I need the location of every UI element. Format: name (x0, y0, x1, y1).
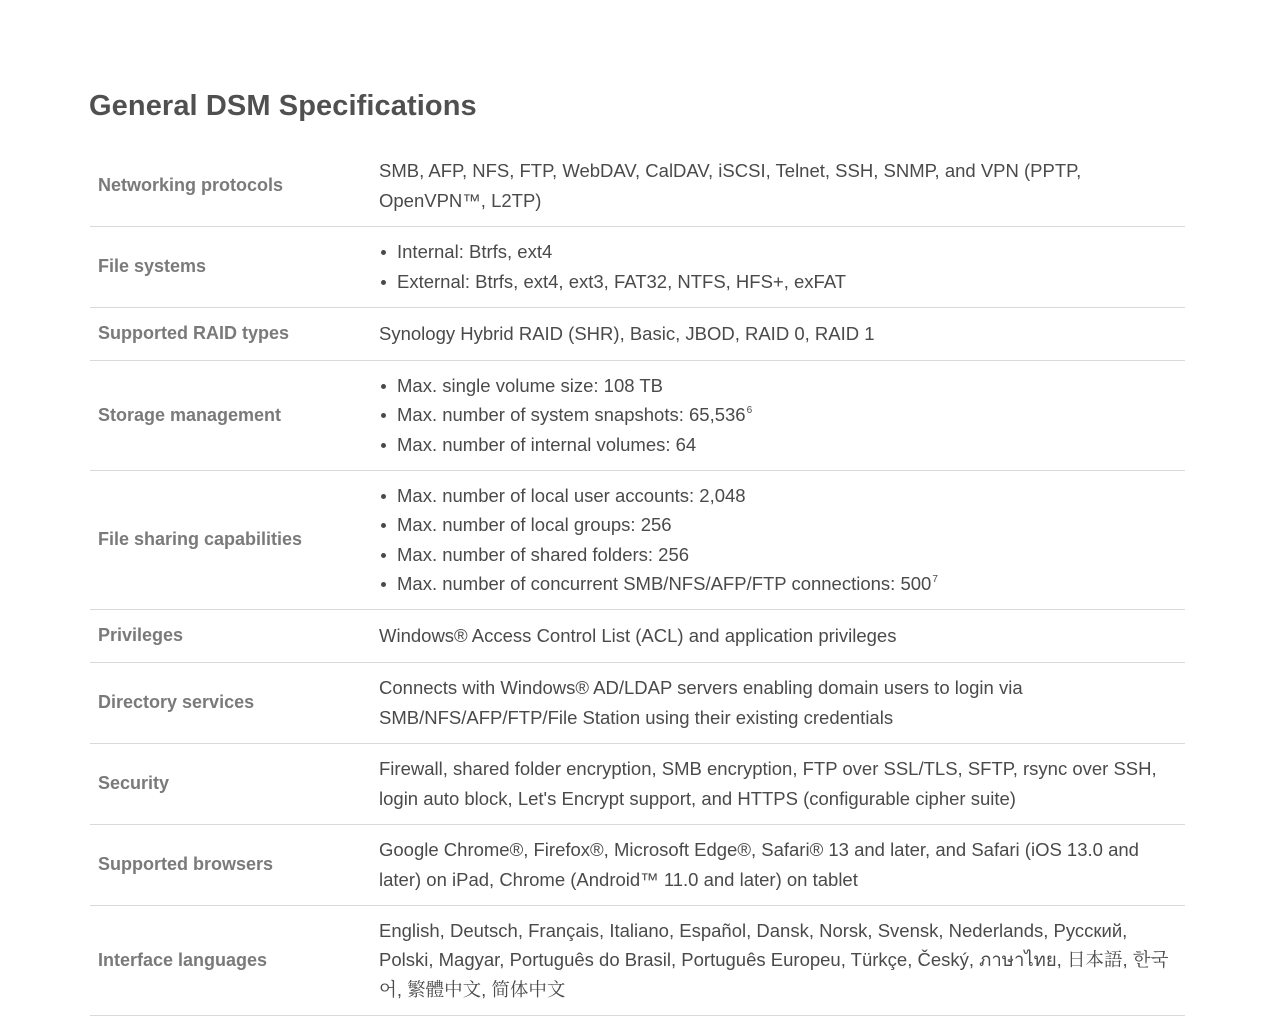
spec-row-directory-services (90, 662, 1185, 743)
list-item-text: Max. number of system snapshots: 65,536 (397, 404, 746, 426)
spec-value (379, 905, 1185, 1015)
list-item (379, 400, 1185, 429)
spec-value-text: Connects with Windows® AD/LDAP servers enabling domain users to login via SMB/NFS/AFP/FTP/File Station using their existing credentials (379, 677, 1023, 728)
spec-table (90, 146, 1185, 1016)
list-item (379, 267, 1185, 296)
spec-label: Directory services (98, 692, 255, 712)
spec-row-security (90, 743, 1185, 824)
spec-row-storage-management (90, 360, 1185, 470)
footnote-marker: 7 (932, 573, 938, 585)
bullet-list (379, 237, 1185, 296)
spec-label: Storage management (98, 404, 282, 425)
list-item (379, 430, 1185, 459)
spec-value-text: SMB, AFP, NFS, FTP, WebDAV, CalDAV, iSCSI, Telnet, SSH, SNMP, and VPN (PPTP, OpenVPN™, L2TP) (379, 160, 1082, 211)
spec-value (379, 307, 1185, 360)
bullet-list (379, 481, 1185, 598)
spec-value-text: English, Deutsch, Français, Italiano, Español, Dansk, Norsk, Svensk, Nederlands, Русский, Polski, Magyar, Português do Brasil, Português Europeu, Türkçe, Český, ภาษาไทย, 日本語, 한국어, 繁體中文, 简体中文 (379, 920, 1169, 1000)
spec-value (379, 609, 1185, 662)
list-item (379, 569, 1185, 598)
spec-label: Supported RAID types (98, 323, 290, 343)
list-item-text: External: Btrfs, ext4, ext3, FAT32, NTFS, HFS+, exFAT (397, 270, 847, 292)
bullet-list (379, 371, 1185, 459)
spec-row-file-sharing (90, 470, 1185, 609)
spec-value-text: Synology Hybrid RAID (SHR), Basic, JBOD, RAID 0, RAID 1 (379, 322, 875, 344)
list-item (379, 510, 1185, 539)
page-title: General DSM Specifications (89, 90, 477, 122)
list-item (379, 481, 1185, 510)
spec-row-raid-types (90, 307, 1185, 360)
spec-label: File sharing capabilities (98, 529, 303, 549)
list-item-text: Max. number of internal volumes: 64 (397, 433, 697, 455)
list-item (379, 540, 1185, 569)
spec-label: File systems (98, 256, 207, 276)
list-item-text: Max. number of shared folders: 256 (397, 543, 690, 565)
spec-value-text: Windows® Access Control List (ACL) and application privileges (379, 624, 897, 646)
spec-label: Supported browsers (98, 854, 274, 874)
spec-value (379, 226, 1185, 307)
list-item-text: Max. number of local user accounts: 2,048 (397, 484, 746, 506)
spec-value (379, 743, 1185, 824)
list-item-text: Max. number of concurrent SMB/NFS/AFP/FTP connections: 500 (397, 572, 932, 594)
spec-row-file-systems (90, 226, 1185, 307)
list-item-text: Max. number of local groups: 256 (397, 514, 672, 536)
spec-label: Interface languages (98, 949, 268, 970)
spec-value-text: Google Chrome®, Firefox®, Microsoft Edge®, Safari® 13 and later, and Safari (iOS 13.0 and later) on iPad, Chrome (Android™ 11.0 and later) on tablet (379, 839, 1139, 890)
spec-row-interface-languages (90, 905, 1185, 1015)
spec-value (379, 360, 1185, 470)
spec-label: Security (98, 773, 170, 793)
spec-value (379, 146, 1185, 226)
spec-label: Privileges (98, 625, 184, 645)
footnote-marker: 6 (746, 405, 753, 417)
spec-row-supported-browsers (90, 824, 1185, 905)
list-item-text: Internal: Btrfs, ext4 (397, 241, 553, 263)
spec-value (379, 470, 1185, 609)
spec-row-networking-protocols (90, 146, 1185, 226)
spec-label: Networking protocols (98, 175, 284, 196)
list-item-text: Max. single volume size: 108 TB (397, 375, 663, 397)
spec-value (379, 824, 1185, 905)
list-item (379, 237, 1185, 266)
spec-row-privileges (90, 609, 1185, 662)
spec-value (379, 662, 1185, 743)
list-item (379, 371, 1185, 400)
spec-value-text: Firewall, shared folder encryption, SMB encryption, FTP over SSL/TLS, SFTP, rsync over SSH, login auto block, Let's Encrypt support, and HTTPS (configurable cipher suite) (379, 758, 1157, 809)
